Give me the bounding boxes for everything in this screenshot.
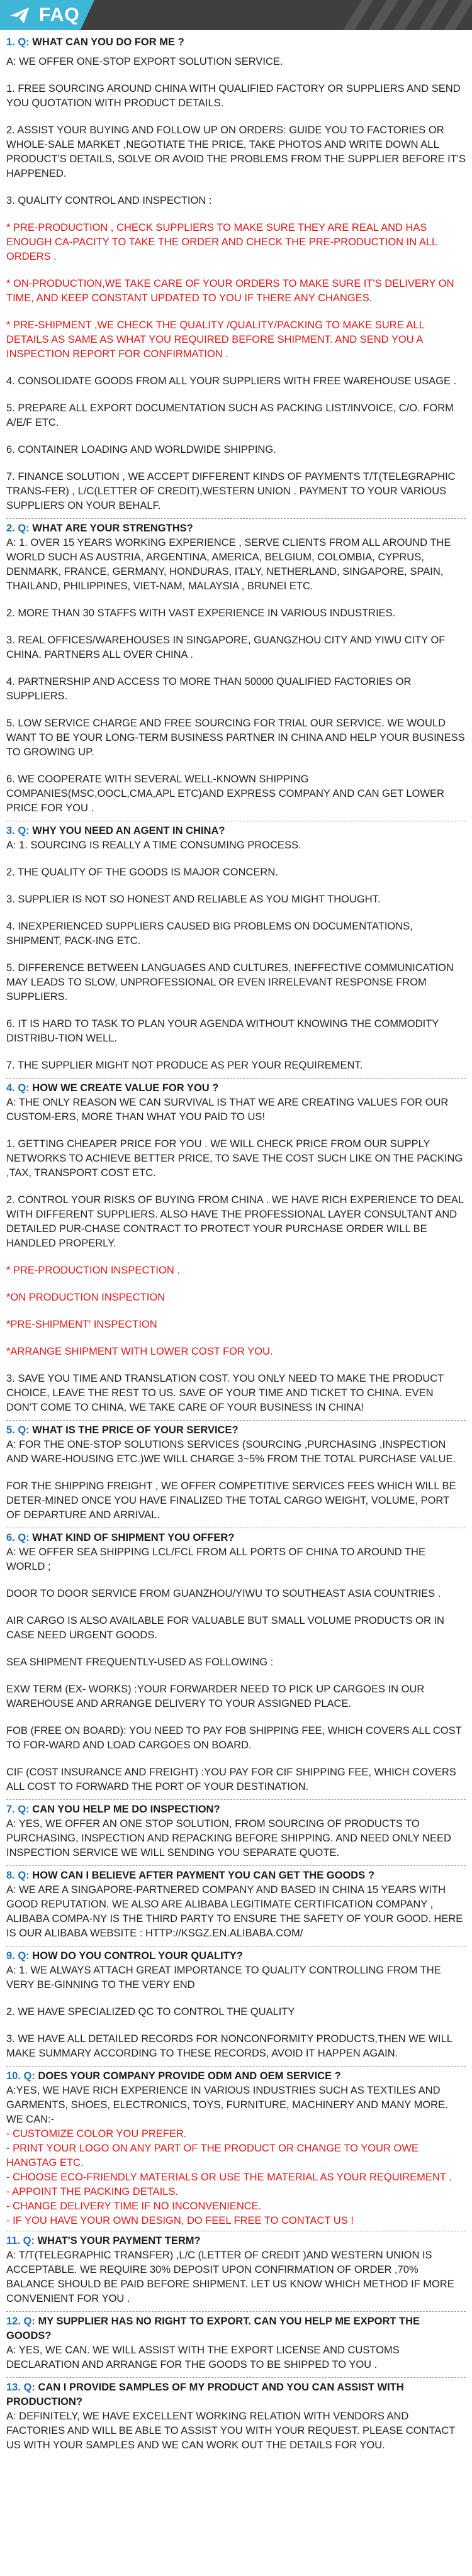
answer-text: A: WE ARE A SINGAPORE-PARTNERED COMPANY AND BASED IN CHINA 15 YEARS WITH GOOD REPUTATION. WE ALSO ARE ALIBABA LEGITIMATE CERTIFICATION COMPANY , ALIBABA COMPA-NY IS THE THIRD PARTY TO ENSURE THE SAFETY OF YOUR GOOD. HERE IS OUR ALIBABA WEBSITE : HTTP://KSGZ.EN.ALIBABA.COM/ — [6, 1884, 463, 1939]
faq-item-3 — [6, 824, 466, 1073]
answer-text: A: DEFINITELY, WE HAVE EXCELLENT WORKING RELATION WITH VENDORS AND FACTORIES AND WILL BE ABLE TO ASSIST YOU WITH YOUR REQUEST. PLEASE CONTACT US WITH YOUR SAMPLES AND WE CAN WORK OUT THE DETAILS FOR YOU. — [6, 2411, 456, 2451]
answer-text: A: THE ONLY REASON WE CAN SURVIVAL IS THAT WE ARE CREATING VALUES FOR OUR CUSTOM-ERS, MORE THAN WHAT YOU PAID TO US! — [6, 1097, 449, 1123]
faq-item-1 — [6, 35, 466, 513]
question-heading: 10. Q: DOES YOUR COMPANY PROVIDE ODM AND OEM SERVICE ? — [6, 2070, 341, 2082]
question-heading: 8. Q: HOW CAN I BELIEVE AFTER PAYMENT YOU CAN GET THE GOODS ? — [6, 1870, 374, 1881]
faq-item-2 — [6, 521, 466, 816]
list-item: 2. CONTROL YOUR RISKS OF BUYING FROM CHINA . WE HAVE RICH EXPERIENCE TO DEAL WITH DIFFERENT SUPPLIERS. ALSO HAVE THE PROFESSIONAL LAYER CONSULTANT AND DETAILED PUR-CHASE CONTRACT TO PROTECT YOUR PURCHASE ORDER WILL BE HANDLED PROPERLY. — [6, 1194, 464, 1249]
banner-stripe — [393, 0, 424, 30]
list-item: FOR THE SHIPPING FREIGHT , WE OFFER COMPETITIVE SERVICES FEES WHICH WILL BE DETER-MINED ONCE YOU HAVE FINALIZED THE TOTAL CARGO WEIGHT, VOLUME, PORT OF DEPARTURE AND ARRIVAL. — [6, 1480, 456, 1521]
list-item: 4. PARTNERSHIP AND ACCESS TO MORE THAN 50000 QUALIFIED FACTORIES OR SUPPLIERS. — [6, 676, 412, 702]
section-divider — [6, 1799, 466, 1800]
faq-item-8 — [6, 1868, 466, 1941]
list-item: 7. THE SUPPLIER MIGHT NOT PRODUCE AS PER YOUR REQUIREMENT. — [6, 1060, 363, 1071]
answer-text: A: YES, WE CAN. WE WILL ASSIST WITH THE EXPORT LICENSE AND CUSTOMS DECLARATION AND ARRANGE FOR THE GOODS TO BE SHIPPED TO YOU . — [6, 2345, 400, 2370]
answer-text: A: 1. WE ALWAYS ATTACH GREAT IMPORTANCE TO QUALITY CONTROLLING FROM THE VERY BE-GINNING TO THE VERY END — [6, 1965, 441, 1990]
list-item: 4. CONSOLIDATE GOODS FROM ALL YOUR SUPPLIERS WITH FREE WAREHOUSE USAGE . — [6, 375, 457, 387]
list-item: 3. SAVE YOU TIME AND TRANSLATION COST. YOU ONLY NEED TO MAKE THE PRODUCT CHOICE, LEAVE THE REST TO US. SAVE OF YOUR TIME AND TICKET TO CHINA. EVEN DON'T COME TO CHINA, WE TAKE CARE OF YOUR BUSINESS IN CHINA! — [6, 1373, 444, 1413]
highlight-item: - APPOINT THE PACKING DETAILS. — [6, 2186, 178, 2197]
question-heading: 6. Q: WHAT KIND OF SHIPMENT YOU OFFER? — [6, 1532, 235, 1543]
highlight-item: - CHOOSE ECO-FRIENDLY MATERIALS OR USE THE MATERIAL AS YOUR REQUIREMENT . — [6, 2172, 452, 2183]
faq-item-7 — [6, 1802, 466, 1860]
question-heading: 9. Q: HOW DO YOU CONTROL YOUR QUALITY? — [6, 1950, 243, 1962]
list-item: 2. THE QUALITY OF THE GOODS IS MAJOR CONCERN. — [6, 867, 278, 878]
faq-content — [0, 30, 472, 2453]
banner-stripe — [343, 0, 373, 30]
list-item: DOOR TO DOOR SERVICE FROM GUANZHOU/YIWU TO SOUTHEAST ASIA COUNTRIES . — [6, 1588, 441, 1599]
highlight-item: *ON PRODUCTION INSPECTION — [6, 1292, 166, 1303]
section-divider — [6, 1420, 466, 1421]
highlight-item: *PRE-SHIPMENT' INSPECTION — [6, 1319, 157, 1330]
list-item: 6. CONTAINER LOADING AND WORLDWIDE SHIPPING. — [6, 444, 276, 455]
list-item: 6. WE COOPERATE WITH SEVERAL WELL-KNOWN SHIPPING COMPANIES(MSC,OOCL,CMA,APL ETC)AND EXPRESS COMPANY AND CAN GET LOWER PRICE FOR YOU . — [6, 774, 444, 814]
list-item: 5. PREPARE ALL EXPORT DOCUMENTATION SUCH AS PACKING LIST/INVOICE, C/O. FORM A/E/F ETC. — [6, 402, 454, 428]
question-heading: 1. Q: WHAT CAN YOU DO FOR ME ? — [6, 36, 184, 48]
faq-item-9 — [6, 1949, 466, 2061]
section-divider — [6, 518, 466, 519]
highlight-item: * ON-PRODUCTION,WE TAKE CARE OF YOUR ORDERS TO MAKE SURE IT'S DELIVERY ON TIME, AND KEEP CONSTANT UPDATED TO YOU IF THERE ANY CHANGES. — [6, 278, 454, 304]
list-item: 2. WE HAVE SPECIALIZED QC TO CONTROL THE QUALITY — [6, 2006, 295, 2018]
list-item: 5. LOW SERVICE CHARGE AND FREE SOURCING FOR TRIAL OUR SERVICE. WE WOULD WANT TO BE YOUR LONG-TERM BUSINESS PARTNER IN CHINA AND HELP YOUR BUSINESS TO GROWING UP. — [6, 718, 465, 758]
section-divider — [6, 1078, 466, 1079]
banner-stripe — [419, 0, 449, 30]
section-divider — [6, 2311, 466, 2312]
list-item: 3. QUALITY CONTROL AND INSPECTION : — [6, 195, 212, 206]
list-item: WE CAN:- — [6, 2114, 55, 2125]
highlight-item: - IF YOU HAVE YOUR OWN DESIGN, DO FEEL FREE TO CONTACT US ! — [6, 2215, 354, 2226]
list-item: 4. INEXPERIENCED SUPPLIERS CAUSED BIG PROBLEMS ON DOCUMENTATIONS, SHIPMENT, PACK-ING ETC. — [6, 921, 413, 947]
faq-item-10 — [6, 2069, 466, 2228]
question-heading: 3. Q: WHY YOU NEED AN AGENT IN CHINA? — [6, 825, 225, 836]
faq-item-13 — [6, 2380, 466, 2453]
question-heading: 7. Q: CAN YOU HELP ME DO INSPECTION? — [6, 1804, 220, 1815]
highlight-item: *ARRANGE SHIPMENT WITH LOWER COST FOR YOU. — [6, 1346, 273, 1357]
answer-text: A: FOR THE ONE-STOP SOLUTIONS SERVICES (SOURCING ,PURCHASING ,INSPECTION AND WARE-HOUSING ETC.)WE WILL CHARGE 3~5% FROM THE TOTAL PURCHASE VALUE. — [6, 1439, 456, 1465]
question-heading: 2. Q: WHAT ARE YOUR STRENGTHS? — [6, 523, 193, 534]
section-divider — [6, 2377, 466, 2378]
banner-stripe — [444, 0, 472, 30]
highlight-item: * PRE-SHIPMENT ,WE CHECK THE QUALITY /QUALITY/PACKING TO MAKE SURE ALL DETAILS AS SAME AS WHAT YOU REQUIRED BEFORE SHIPMENT. AND SEND YOU A INSPECTION REPORT FOR CONFIRMATION . — [6, 319, 425, 360]
faq-item-12 — [6, 2314, 466, 2372]
answer-text: A: WE OFFER ONE-STOP EXPORT SOLUTION SERVICE. — [6, 56, 283, 67]
list-item: 6. IT IS HARD TO TASK TO PLAN YOUR AGENDA WITHOUT KNOWING THE COMMODITY DISTRIBU-TION WELL. — [6, 1018, 439, 1044]
list-item: 7. FINANCE SOLUTION , WE ACCEPT DIFFERENT KINDS OF PAYMENTS T/T(TELEGRAPHIC TRANS-FER) , L/C(LETTER OF CREDIT),WESTERN UNION . PAYMENT TO YOUR VARIOUS SUPPLIERS ON YOUR BEHALF. — [6, 471, 456, 511]
list-item: CIF (COST INSURANCE AND FREIGHT) :YOU PAY FOR CIF SHIPPING FEE, WHICH COVERS ALL COST TO FORWARD THE PORT OF YOUR DESTINATION. — [6, 1767, 456, 1792]
page-title: FAQ — [39, 4, 80, 25]
answer-text: A: 1. OVER 15 YEARS WORKING EXPERIENCE , SERVE CLIENTS FROM ALL AROUND THE WORLD SUCH AS AUSTRIA, ARGENTINA, AMERICA, BELGIUM, COLOMBIA, CYPRUS, DENMARK, FRANCE, GERMANY, HONDURAS, ITALY, NETHERLAND, SINGAPORE, SPAIN, THAILAND, PHILIPPINES, VIET-NAM, MALAYSIA , BRUNEI ETC. — [6, 537, 451, 592]
highlight-item: - CUSTOMIZE COLOR YOU PREFER. — [6, 2128, 187, 2140]
list-item: 1. FREE SOURCING AROUND CHINA WITH QUALIFIED FACTORY OR SUPPLIERS AND SEND YOU QUOTATION WITH PRODUCT DETAILS. — [6, 83, 461, 109]
list-item: AIR CARGO IS ALSO AVAILABLE FOR VALUABLE BUT SMALL VOLUME PRODUCTS OR IN CASE NEED URGENT GOODS. — [6, 1615, 444, 1641]
list-item: 2. MORE THAN 30 STAFFS WITH VAST EXPERIENCE IN VARIOUS INDUSTRIES. — [6, 608, 396, 619]
answer-text: A: 1. SOURCING IS REALLY A TIME CONSUMING PROCESS. — [6, 840, 301, 851]
question-heading: 12. Q: MY SUPPLIER HAS NO RIGHT TO EXPORT. CAN YOU HELP ME EXPORT THE GOODS? — [6, 2316, 420, 2341]
faq-banner — [0, 0, 472, 30]
faq-item-4 — [6, 1081, 466, 1415]
faq-item-11 — [6, 2234, 466, 2306]
highlight-item: - CHANGE DELIVERY TIME IF NO INCONVENIENCE. — [6, 2201, 262, 2212]
faq-item-6 — [6, 1531, 466, 1794]
question-heading: 11. Q: WHAT'S YOUR PAYMENT TERM? — [6, 2235, 201, 2246]
question-heading: 4. Q: HOW WE CREATE VALUE FOR YOU ? — [6, 1082, 219, 1094]
answer-text: A: WE OFFER SEA SHIPPING LCL/FCL FROM ALL PORTS OF CHINA TO AROUND THE WORLD ; — [6, 1546, 425, 1572]
highlight-item: * PRE-PRODUCTION INSPECTION . — [6, 1265, 180, 1276]
list-item: 3. REAL OFFICES/WAREHOUSES IN SINGAPORE, GUANGZHOU CITY AND YIWU CITY OF CHINA. PARTNERS ALL OVER CHINA . — [6, 635, 446, 660]
question-heading: 13. Q: CAN I PROVIDE SAMPLES OF MY PRODUCT AND YOU CAN ASSIST WITH PRODUCTION? — [6, 2382, 404, 2407]
question-heading: 5. Q: WHAT IS THE PRICE OF YOUR SERVICE? — [6, 1424, 239, 1436]
answer-text: A:YES, WE HAVE RICH EXPERIENCE IN VARIOUS INDUSTRIES SUCH AS TEXTILES AND GARMENTS, SHOES, ELECTRONICS, TOYS, FURNITURE, MACHINERY AND MANY MORE. — [6, 2085, 448, 2111]
answer-text: A: T/T(TELEGRAPHIC TRANSFER) ,L/C (LETTER OF CREDIT )AND WESTERN UNION IS ACCEPTABLE. WE REQUIRE 30% DEPOSIT UPON CONFIRMATION OF ORDER ,70% BALANCE SHOULD BE PAID BEFORE SHIPMENT. LET US KNOW WHICH METHOD IF MORE CONVENIENT FOR YOU . — [6, 2250, 454, 2304]
highlight-item: - PRINT YOUR LOGO ON ANY PART OF THE PRODUCT OR CHANGE TO YOUR OWE HANGTAG ETC. — [6, 2143, 419, 2168]
highlight-item: * PRE-PRODUCTION , CHECK SUPPLIERS TO MAKE SURE THEY ARE REAL AND HAS ENOUGH CA-PACITY TO TAKE THE ORDER AND CHECK THE PRE-PRODUCTION IN ALL ORDERS . — [6, 222, 437, 262]
list-item: 5. DIFFERENCE BETWEEN LANGUAGES AND CULTURES, INEFFECTIVE COMMUNICATION MAY LEADS TO SLOW, UNPROFESSIONAL OR EVEN IRRELEVANT RESPONSE FROM SUPPLIERS. — [6, 962, 454, 1002]
list-item: 3. SUPPLIER IS NOT SO HONEST AND RELIABLE AS YOU MIGHT THOUGHT. — [6, 894, 381, 905]
list-item: SEA SHIPMENT FREQUENTLY-USED AS FOLLOWING : — [6, 1657, 274, 1668]
section-divider — [6, 2066, 466, 2067]
list-item: EXW TERM (EX- WORKS) :YOUR FORWARDER NEED TO PICK UP CARGOES IN OUR WAREHOUSE AND ARRANGE DELIVERY TO YOUR ASSIGNED PLACE. — [6, 1684, 425, 1709]
section-divider — [6, 1865, 466, 1866]
answer-text: A: YES, WE OFFER AN ONE STOP SOLUTION, FROM SOURCING OF PRODUCTS TO PURCHASING, INSPECTION AND REPACKING BEFORE SHIPPING. AND NEED ONLY NEED INSPECTION SERVICE WE WILL SENDING YOU SEPARATE QUOTE. — [6, 1818, 451, 1858]
airplane-icon — [9, 5, 30, 25]
faq-item-5 — [6, 1423, 466, 1523]
list-item: FOB (FREE ON BOARD): YOU NEED TO PAY FOB SHIPPING FEE, WHICH COVERS ALL COST TO FOR-WARD AND LOAD CARGOES ON BOARD. — [6, 1725, 462, 1751]
list-item: 1. GETTING CHEAPER PRICE FOR YOU . WE WILL CHECK PRICE FROM OUR SUPPLY NETWORKS TO ACHIEVE BETTER PRICE, TO SAVE THE COST SUCH LIKE ON THE PACKING ,TAX, TRANSPORT COST ETC. — [6, 1138, 463, 1179]
list-item: 3. WE HAVE ALL DETAILED RECORDS FOR NONCONFORMITY PRODUCTS,THEN WE WILL MAKE SUMMARY ACCORDING TO THESE RECORDS, AVOID IT HAPPEN AGAIN. — [6, 2033, 452, 2059]
banner-stripe — [368, 0, 398, 30]
list-item: 2. ASSIST YOUR BUYING AND FOLLOW UP ON ORDERS: GUIDE YOU TO FACTORIES OR WHOLE-SALE MARKET ,NEGOTIATE THE PRICE, TAKE PHOTOS AND WRITE DOWN ALL PRODUCT'S DETAILS, SOLVE OR AVOID THE PROBLEMS FROM THE SUPPLIER BEFORE IT'S HAPPENED. — [6, 125, 466, 179]
